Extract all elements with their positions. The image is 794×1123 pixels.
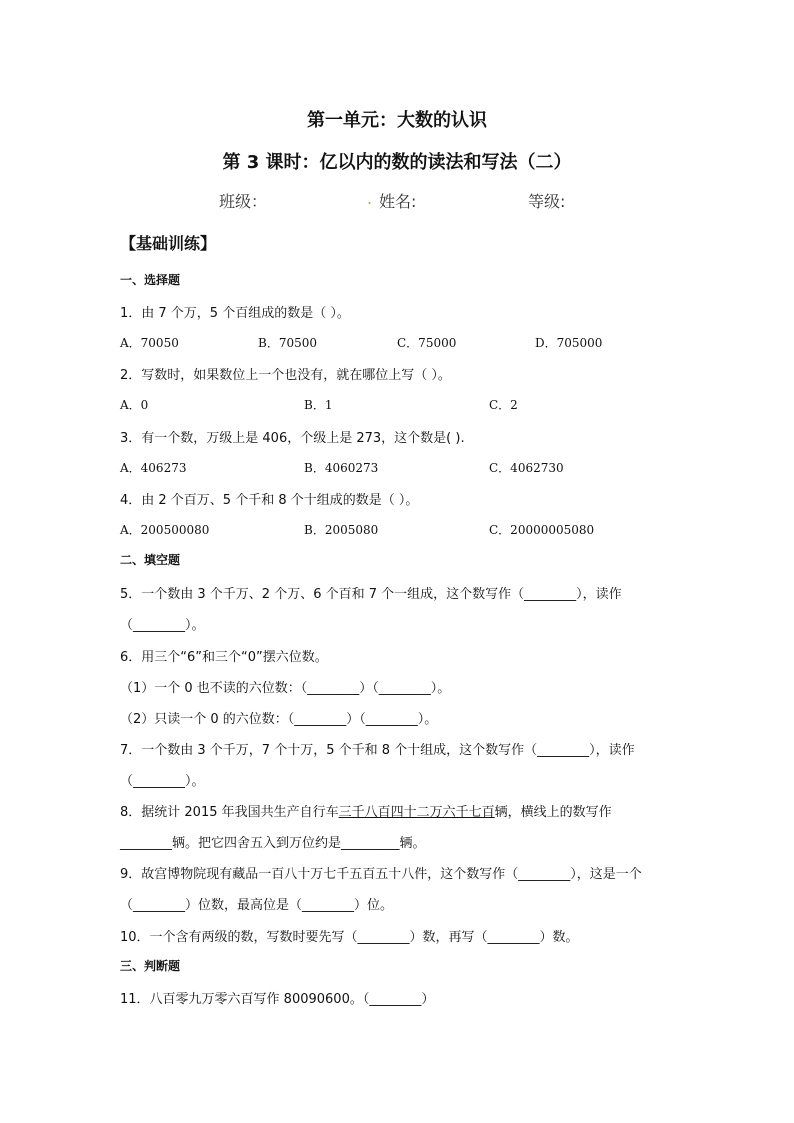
- question-5-line-2: （________）。: [120, 618, 205, 633]
- part2-title: 二、填空题: [120, 553, 181, 567]
- q3-option-a: A．406273: [120, 461, 187, 475]
- q8-prefix: 8．据统计 2015 年我国共生产自行车: [120, 805, 339, 820]
- question-6-part-2: （2）只读一个 0 的六位数：（________）（________）。: [120, 712, 438, 727]
- question-10: 10．一个含有两级的数，写数时要先写（________）数，再写（________）数。: [120, 930, 579, 945]
- question-7-line-1: 7．一个数由 3 个千万，7 个十万，5 个千和 8 个十组成，这个数写作（________），读作: [120, 743, 635, 758]
- q2-option-a: A．0: [120, 398, 149, 412]
- q1-option-a: A．70050: [120, 336, 179, 350]
- question-2: 2．写数时，如果数位上一个也没有，就在哪位上写（ ）。: [120, 368, 451, 383]
- part1-title: 一、选择题: [120, 273, 181, 287]
- question-3: 3．有一个数，万级上是 406，个级上是 273，这个数是( ).: [120, 431, 465, 446]
- q3-option-b: B．4060273: [304, 461, 379, 475]
- unit-title: 第一单元：大数的认识: [307, 110, 487, 131]
- q4-option-b: B．2005080: [304, 523, 379, 537]
- question-9-line-1: 9．故宫博物院现有藏品一百八十万七千五百五十八件，这个数写作（________），这是一个: [120, 867, 642, 882]
- lesson-title: 第 3 课时：亿以内的数的读法和写法（二）: [222, 152, 572, 173]
- question-7-line-2: （________）。: [120, 774, 205, 789]
- q2-option-b: B．1: [304, 398, 333, 412]
- q2-option-c: C．2: [489, 398, 518, 412]
- part3-title: 三、判断题: [120, 959, 181, 973]
- question-8-line-1: [120, 801, 612, 820]
- separator-dot: .: [367, 189, 373, 208]
- q1-option-d: D．705000: [535, 336, 603, 350]
- question-9-line-2: （________）位数，最高位是（________）位。: [120, 898, 394, 913]
- q8-suffix: 辆，横线上的数写作: [494, 805, 612, 820]
- q1-option-b: B．70500: [258, 336, 317, 350]
- question-8-line-2: ________辆。把它四舍五入到万位约是_________辆。: [120, 836, 426, 851]
- question-11: 11．八百零九万零六百写作 80090600。（________）: [120, 992, 435, 1007]
- grade-label: 等级:: [528, 192, 566, 211]
- q4-option-c: C．20000005080: [489, 523, 595, 537]
- q8-underlined-number: 三千八百四十二万六千七百: [338, 805, 495, 820]
- question-1: 1．由 7 个万，5 个百组成的数是（ ）。: [120, 306, 350, 321]
- class-label: 班级：: [219, 192, 268, 211]
- q4-option-a: A．200500080: [120, 523, 210, 537]
- question-4: 4．由 2 个百万、5 个千和 8 个十组成的数是（ ）。: [120, 493, 419, 508]
- q1-option-c: C．75000: [397, 336, 457, 350]
- section-title: 【基础训练】: [120, 234, 217, 253]
- question-6-part-1: （1）一个 0 也不读的六位数：（________）（________）。: [120, 681, 451, 696]
- q3-option-c: C．4062730: [489, 461, 564, 475]
- name-label: 姓名:: [379, 192, 417, 211]
- question-5-line-1: 5．一个数由 3 个千万、2 个万、6 个百和 7 个一组成，这个数写作（________），读作: [120, 587, 622, 602]
- question-6: 6．用三个“6”和三个“0”摆六位数。: [120, 650, 328, 665]
